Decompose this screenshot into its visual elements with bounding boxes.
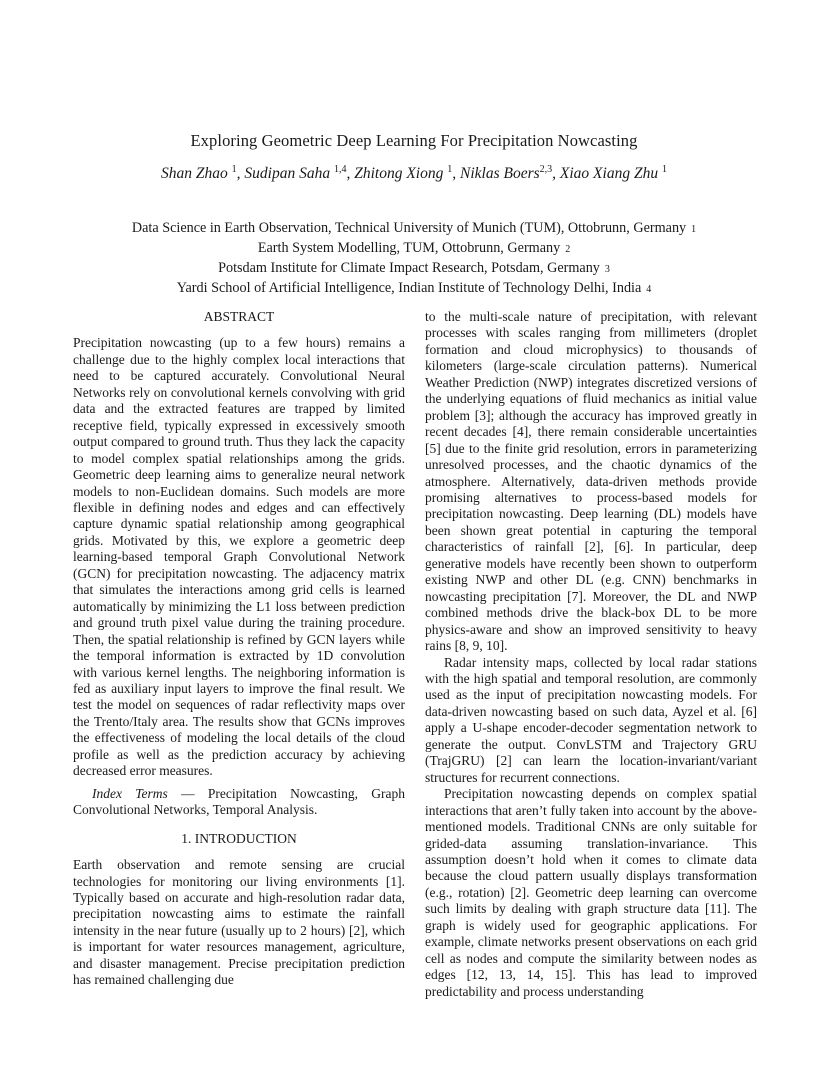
index-terms [73, 786, 405, 819]
intro-heading: 1. INTRODUCTION [181, 830, 297, 846]
affiliation-text: Data Science in Earth Observation, Technical University of Munich (TUM), Ottobrunn, Germany [131, 220, 687, 236]
author-separator: , [452, 165, 460, 182]
author-separator: , [236, 165, 245, 182]
affiliation-line [0, 219, 828, 239]
paper-title: Exploring Geometric Deep Learning For Precipitation Nowcasting [190, 131, 638, 150]
affiliation-text: Yardi School of Artificial Intelligence, Indian Institute of Technology Delhi, India [176, 280, 642, 296]
affiliation-line [0, 279, 828, 299]
author-affiliation-sup: 1 [231, 164, 237, 175]
author-name: Niklas Boers [460, 165, 540, 182]
affiliation-number: 1 [691, 224, 697, 235]
author-affiliation-sup: 1 [661, 164, 667, 175]
affiliation-line [0, 259, 828, 279]
author-name: Xiao Xiang Zhu [559, 165, 659, 182]
author-name: Sudipan Saha [244, 165, 331, 182]
index-terms-label: Index Terms [92, 785, 168, 801]
body-paragraph: Radar intensity maps, collected by local radar stations with the high spatial and temporal resolution, are commonly used as the input of precipitation nowcasting models. For data-driven nowcasting based on such data, Ayzel et al. [6] apply a U-shape encoder-decoder segmentation network to generate the output. ConvLSTM and Trajectory GRU (TrajGRU) [2] can learn the location-invariant/variant structures for recurrent connections. [425, 654, 757, 785]
index-terms-text: — Precipitation Nowcasting, Graph Convolutional Networks, Temporal Analysis. [73, 785, 405, 818]
author-separator: , [346, 165, 355, 182]
affiliation-line [0, 239, 828, 259]
author-affiliation-sup: 2,3 [539, 164, 553, 175]
abstract-heading: ABSTRACT [203, 309, 275, 324]
body-paragraph: to the multi-scale nature of precipitation, with relevant processes with scales ranging from millimeters (droplet formation and cloud microphysics) to thousands of kilometers (large-scale circulation patterns). Numerical Weather Prediction (NWP) integrates discretized versions of the underlying equations of fluid mechanics as initial value problem [3]; although the accuracy has improved greatly in recent decades [4], there remain considerable uncertainties [5] due to the finite grid resolution, errors in parameterizing unresolved processes, and the chaotic dynamics of the atmosphere. Alternatively, data-driven methods provide promising alternatives to process-based models for precipitation nowcasting. Deep learning (DL) models have been shown great potential in capturing the temporal characteristics of rainfall [2], [6]. In particular, deep generative models have recently been shown to outperform existing NWP and other DL (e.g. CNN) benchmarks in nowcasting precipitation [7]. Moreover, the DL and NWP combined methods drive the black-box DL to be more physics-aware and show an improved sensitivity to heavy rains [8, 9, 10]. [425, 309, 757, 654]
affiliation-number: 2 [565, 244, 571, 255]
affiliation-text: Earth System Modelling, TUM, Ottobrunn, Germany [257, 240, 561, 256]
affiliation-number: 3 [604, 264, 610, 275]
intro-paragraph: Earth observation and remote sensing are crucial technologies for monitoring our living environments [1]. Typically based on accurate and high-resolution radar data, precipitation nowcasting aims to estimate the rainfall intensity in the near future (usually up to 2 hours) [2], which is important for water resources management, agriculture, and disaster management. Precise precipitation prediction has remained challenging due [73, 857, 405, 988]
author-affiliation-sup: 1,4 [333, 164, 347, 175]
author-name: Zhitong Xiong [354, 165, 444, 182]
author-name: Shan Zhao [161, 165, 228, 182]
author-affiliation-sup: 1 [447, 164, 453, 175]
abstract-text: Precipitation nowcasting (up to a few hours) remains a challenge due to the highly complex local interactions that need to be captured accurately. Convolutional Neural Networks rely on convolutional kernels convolving with grid data and the extracted features are trapped by limited receptive field, typically expressed in excessively smooth output compared to ground truth. Thus they lack the capacity to model complex spatial relationships among the grids. Geometric deep learning aims to generalize neural network models to non-Euclidean domains. Such models are more flexible in defining nodes and edges and can effectively capture dynamic spatial relationship among geographical grids. Motivated by this, we explore a geometric deep learning-based temporal Graph Convolutional Network (GCN) for precipitation nowcasting. The adjacency matrix that simulates the interactions among grid cells is learned automatically by minimizing the L1 loss between prediction and ground truth pixel value during the training procedure. Then, the spatial relationship is refined by GCN layers while the temporal information is extracted by 1D convolution with various kernel lengths. The neighboring information is fed as auxiliary input layers to improve the final result. We test the model on sequences of radar reflectivity maps over the Trento/Italy area. The results show that GCNs improves the effectiveness of modeling the local details of the cloud profile as well as the prediction accuracy by achieving decreased error measures. [73, 335, 405, 779]
left-column [73, 309, 405, 989]
affiliation-text: Potsdam Institute for Climate Impact Research, Potsdam, Germany [218, 260, 600, 276]
body-paragraph: Precipitation nowcasting depends on complex spatial interactions that aren’t fully taken into account by the above-mentioned models. Traditional CNNs are only suitable for grided-data assuming translation-invariance. This assumption doesn’t hold when it comes to climate data because the cloud pattern usually displays transformation (e.g., rotation) [2]. Geometric deep learning can overcome such limits by dealing with graph structure data [11]. The graph is widely used for geographic applications. For example, climate networks present observations on each grid cell as nodes and compute the similarity between nodes as edges [12, 13, 14, 15]. This has lead to improved predictability and process understanding [425, 786, 757, 999]
right-column [425, 309, 757, 1000]
affiliation-list [0, 219, 828, 299]
affiliation-number: 4 [646, 284, 652, 295]
author-separator: , [552, 165, 560, 182]
author-list [0, 165, 828, 183]
